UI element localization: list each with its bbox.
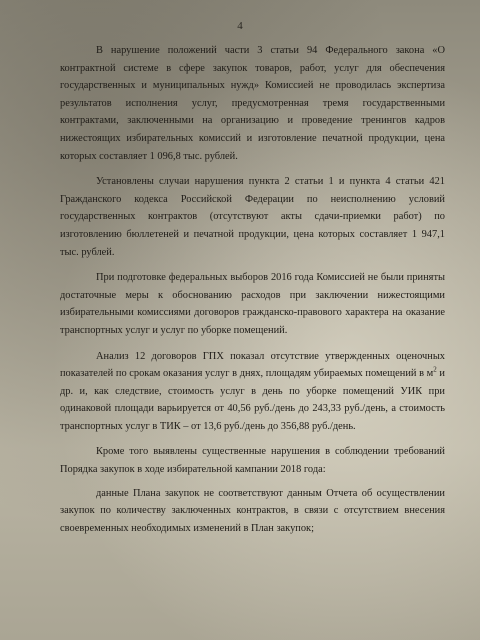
paragraph-contracts-analysis	[60, 348, 445, 436]
page-number: 4	[237, 20, 243, 32]
paragraph-contract-expertise: В нарушение положений части 3 статьи 94 Федерального закона «О контрактной системе в сфере закупок товаров, работ, услуг для обеспечения государственных и муниципальных нужд» Комиссией не проводилась экспертиза результатов исполнения услуг, предусмотренная тремя государственными контрактами, заключенными на организацию и проведение тренингов кадров нижестоящих избирательных комиссий и изготовление печатной продукции, цена которых составляет 1 096,8 тыс. рублей.	[60, 45, 445, 162]
paragraph-civil-code-violations: Установлены случаи нарушения пункта 2 статьи 1 и пункта 4 статьи 421 Гражданского кодекса Российской Федерации по неисполнению условий государственных контрактов (отсутствуют акты сдачи-приемки работ) по изготовлению бюллетеней и печатной продукции, цена которых составляет 1 947,1 тыс. рублей.	[60, 176, 445, 258]
paragraph-contracts-analysis-part1: Анализ 12 договоров ГПХ показал отсутствие утвержденных оценочных показателей по срокам оказания услуг в днях, площадям убираемых помещений в м	[60, 350, 445, 380]
paragraph-federal-elections-2016: При подготовке федеральных выборов 2016 года Комиссией не были приняты достаточные меры к обоснованию расходов при заключении нижестоящими избирательными комиссиями договоров гражданско-правового характера на оказание транспортных услуг и услуг по уборке помещений.	[60, 272, 445, 336]
paragraph-procurement-plan-mismatch: данные Плана закупок не соответствуют данным Отчета об осуществлении закупок по количеству заключенных контрактов, в связи с отсутствием внесения своевременных необходимых изменений в План закупок;	[60, 487, 445, 534]
document-body	[60, 42, 445, 545]
square-meter-superscript: 2	[433, 365, 437, 374]
paragraph-contracts-analysis-part2: и др. и, как следствие, стоимость услуг в день по уборке помещений УИК при одинаковой площади варьируется от 40,56 руб./день до 243,33 руб./день, а стоимость транспортных услуг в ТИК – от 13,6 руб./день до 356,88 руб./день.	[60, 368, 445, 432]
paragraph-procurement-violations-2018: Кроме того выявлены существенные нарушения в соблюдении требований Порядка закупок в ходе избирательной кампании 2018 года:	[60, 446, 445, 476]
